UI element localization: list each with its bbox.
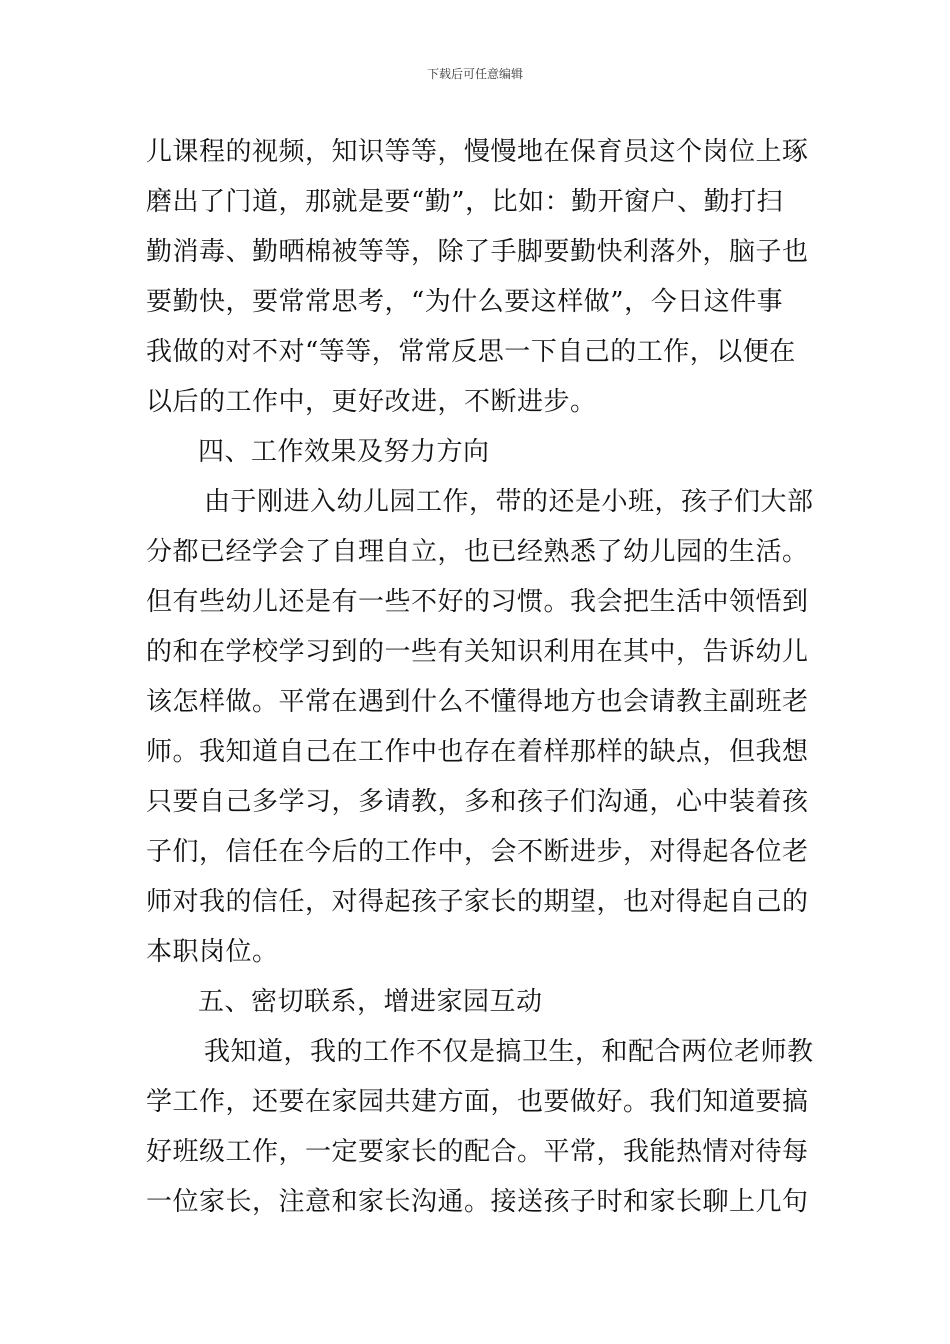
text-line: 学工作，还要在家园共建方面，也要做好。我们知道要搞: [146, 1087, 809, 1117]
text-line: 我做的对不对“等等，常常反思一下自己的工作，以便在: [146, 337, 796, 367]
text-line: 分都已经学会了自理自立，也已经熟悉了幼儿园的生活。: [146, 537, 809, 567]
text-line: 的和在学校学习到的一些有关知识利用在其中，告诉幼儿: [146, 637, 809, 667]
text-line: 子们，信任在今后的工作中，会不断进步，对得起各位老: [146, 837, 809, 867]
text-line: 要勤快，要常常思考，“为什么要这样做”，今日这件事: [146, 287, 784, 317]
text-line: 只要自己多学习，多请教，多和孩子们沟通，心中装着孩: [146, 787, 809, 817]
text-line: 但有些幼儿还是有一些不好的习惯。我会把生活中领悟到: [146, 587, 809, 617]
text-line: 师。我知道自己在工作中也存在着样那样的缺点，但我想: [146, 737, 809, 767]
text-line: 以后的工作中，更好改进，不断进步。: [146, 387, 597, 417]
text-line: 勤消毒、勤晒棉被等等，除了手脚要勤快利落外，脑子也: [146, 237, 809, 267]
paragraph-first-line: 我知道，我的工作不仅是搞卫生，和配合两位老师教: [204, 1037, 814, 1067]
section-heading-four: 四、工作效果及努力方向: [198, 437, 490, 467]
text-line: 一位家长，注意和家长沟通。接送孩子时和家长聊上几句: [146, 1187, 809, 1217]
text-line: 师对我的信任，对得起孩子家长的期望，也对得起自己的: [146, 887, 809, 917]
text-line: 该怎样做。平常在遇到什么不懂得地方也会请教主副班老: [146, 687, 809, 717]
text-line: 好班级工作，一定要家长的配合。平常，我能热情对待每: [146, 1137, 809, 1167]
text-line: 磨出了门道，那就是要“勤”，比如：勤开窗户、勤打扫: [146, 187, 784, 217]
text-line: 儿课程的视频，知识等等，慢慢地在保育员这个岗位上琢: [146, 137, 809, 167]
page-header: 下载后可任意编辑: [426, 67, 523, 81]
text-line: 本职岗位。: [146, 937, 279, 967]
section-heading-five: 五、密切联系，增进家园互动: [198, 987, 543, 1017]
document-body: [146, 127, 814, 1227]
paragraph-first-line: 由于刚进入幼儿园工作，带的还是小班，孩子们大部: [204, 487, 814, 517]
